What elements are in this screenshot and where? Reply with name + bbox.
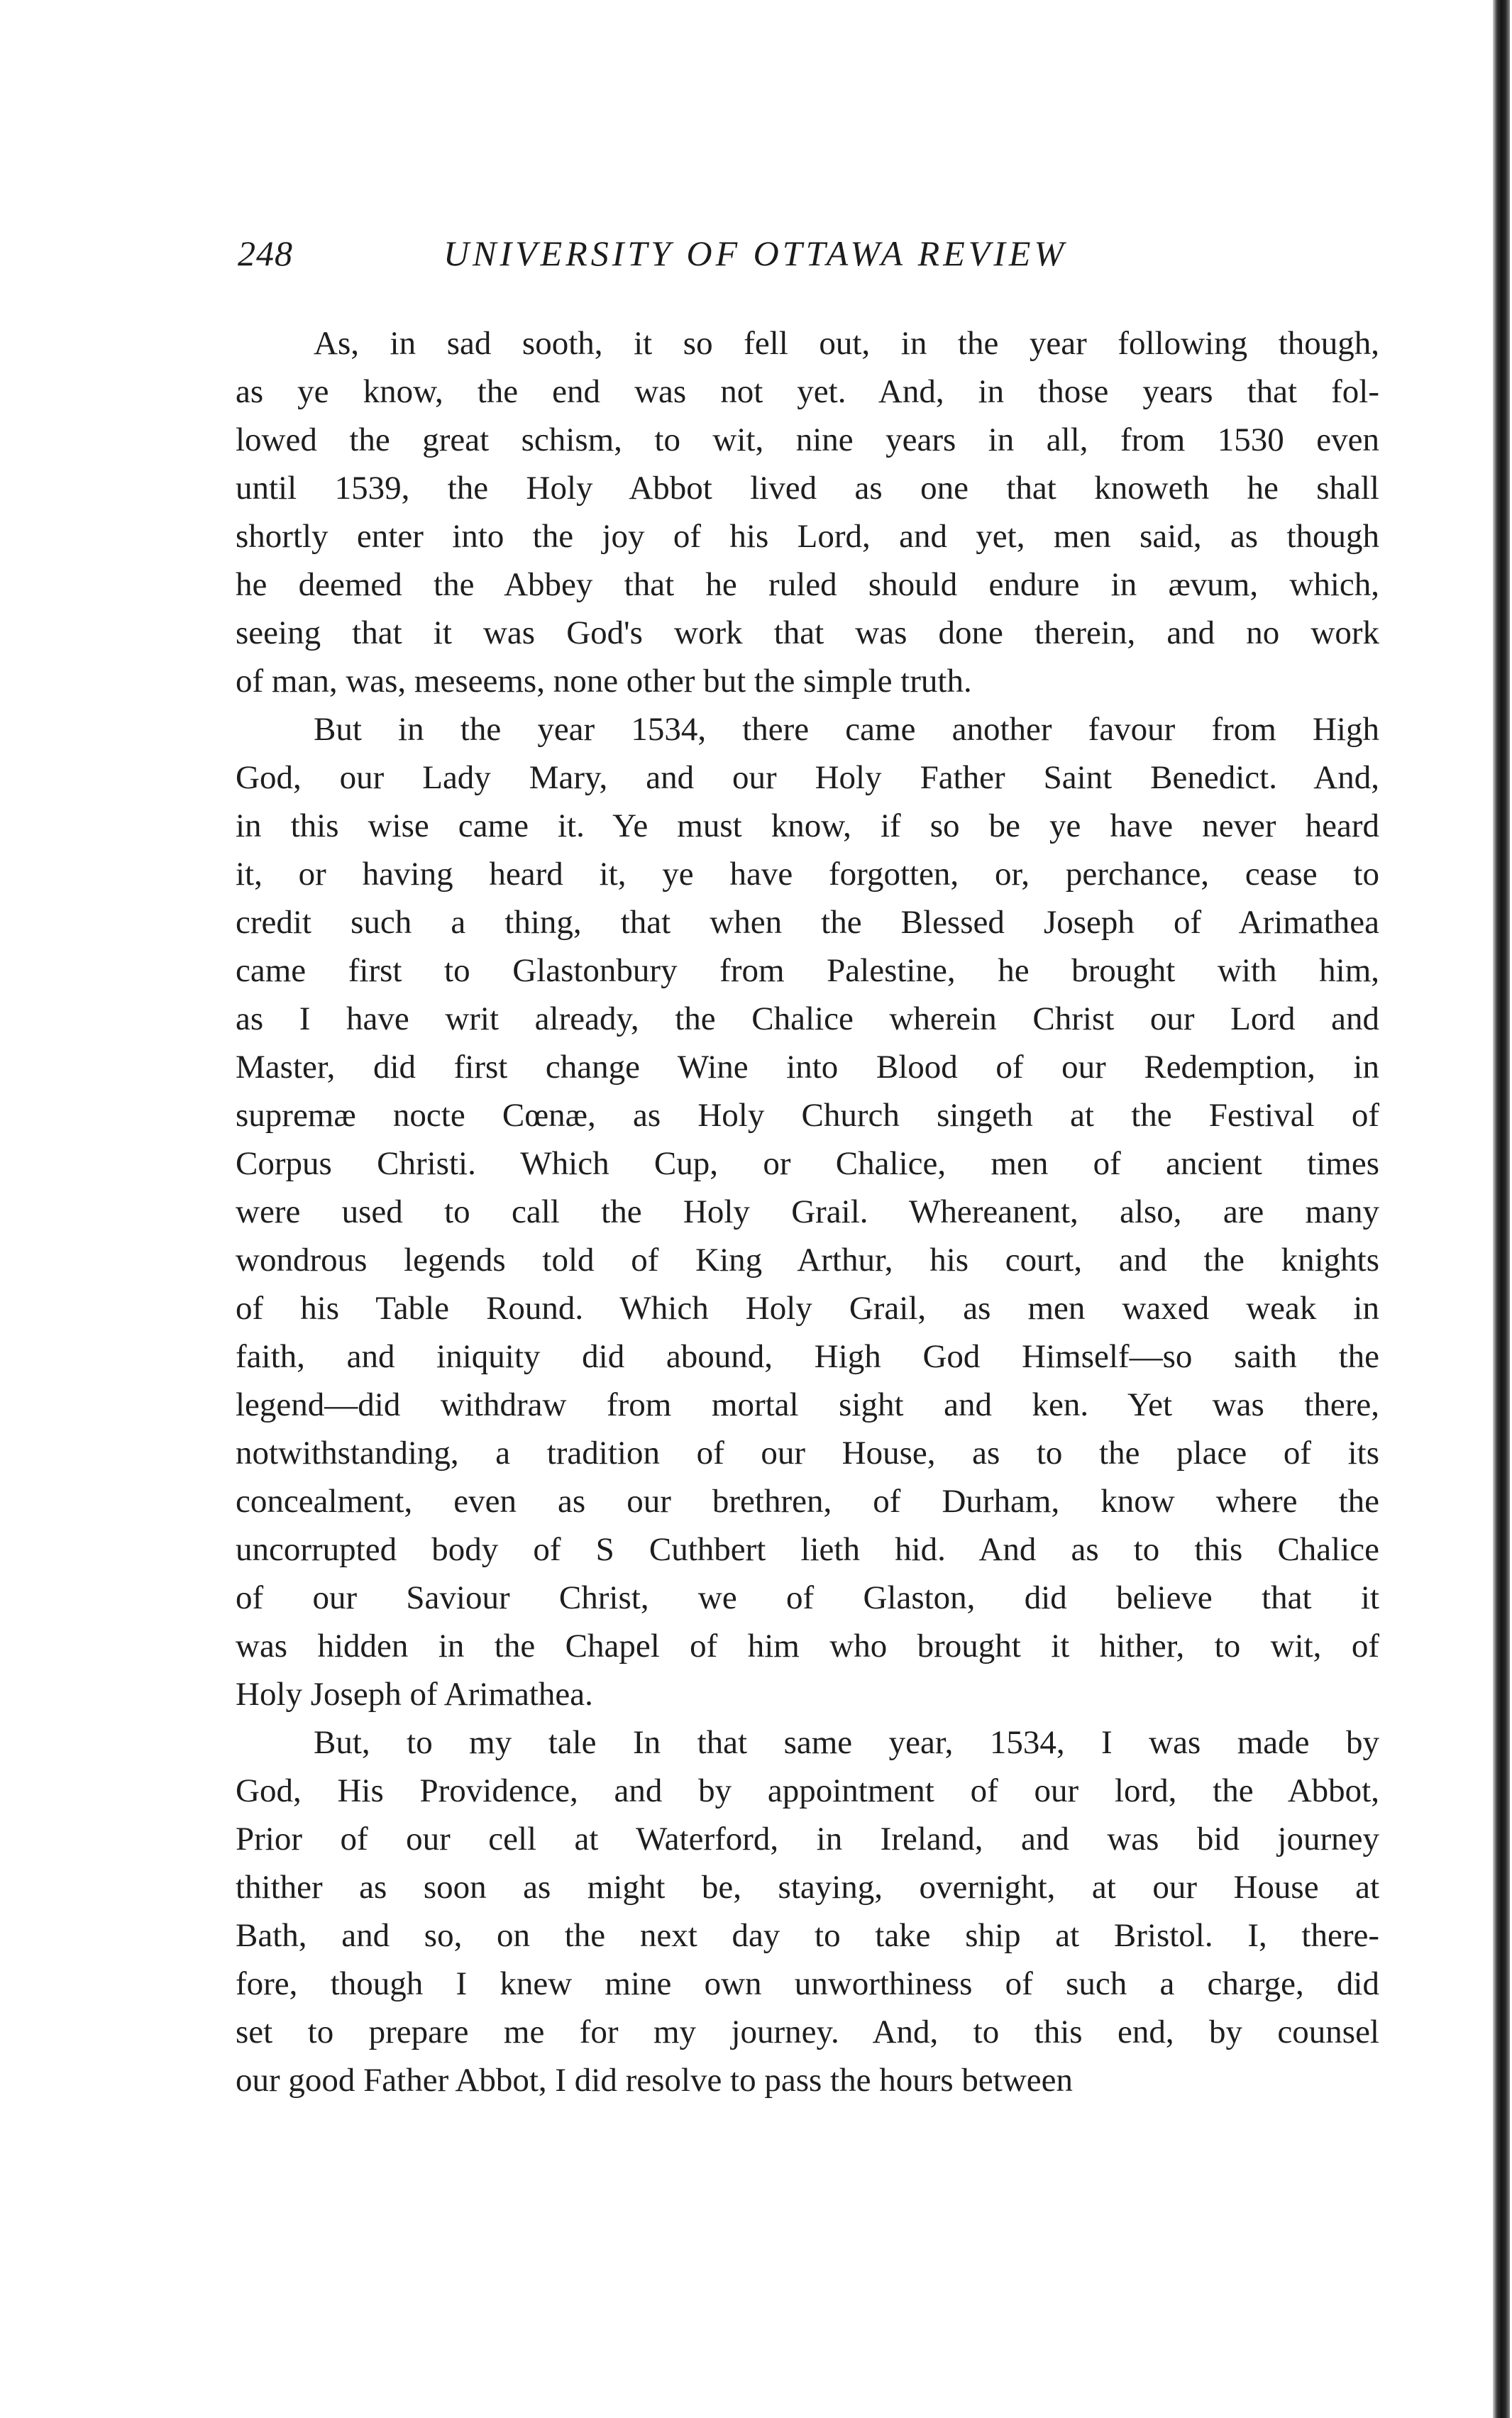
text-line: of our Saviour Christ, we of Glaston, did believe that it	[236, 1579, 1379, 1616]
text-line: fore, though I knew mine own unworthiness of such a charge, did	[236, 1965, 1379, 2002]
text-line: lowed the great schism, to wit, nine years in all, from 1530 even	[236, 421, 1379, 458]
text-line: came first to Glastonbury from Palestine, he brought with him,	[236, 952, 1379, 989]
text-line: as I have writ already, the Chalice wherein Christ our Lord and	[236, 1000, 1379, 1037]
text-line: uncorrupted body of S Cuthbert lieth hid. And as to this Chalice	[236, 1531, 1379, 1568]
running-title: UNIVERSITY OF OTTAWA REVIEW	[443, 233, 1068, 273]
text-line: Corpus Christi. Which Cup, or Chalice, men of ancient times	[236, 1145, 1379, 1182]
paragraph	[236, 1718, 1379, 2104]
text-line: in this wise came it. Ye must know, if so be ye have never heard	[236, 807, 1379, 844]
page-edge-border	[1493, 0, 1510, 2418]
text-line: Bath, and so, on the next day to take ship at Bristol. I, there-	[236, 1917, 1379, 1954]
text-line: Prior of our cell at Waterford, in Ireland, and was bid journey	[236, 1821, 1379, 1857]
text-line: was hidden in the Chapel of him who brought it hither, to wit, of	[236, 1628, 1379, 1665]
text-line: But, to my tale In that same year, 1534, I was made by	[314, 1724, 1379, 1761]
text-line: credit such a thing, that when the Blessed Joseph of Arimathea	[236, 904, 1379, 941]
page-header	[238, 226, 1217, 289]
page-number: 248	[238, 233, 293, 273]
text-line: he deemed the Abbey that he ruled should endure in ævum, which,	[236, 566, 1379, 603]
text-line: of man, was, meseems, none other but the simple truth.	[236, 663, 972, 700]
text-line: as ye know, the end was not yet. And, in those years that fol-	[236, 373, 1379, 410]
paragraph	[236, 705, 1379, 1718]
paragraph	[236, 319, 1379, 705]
text-line: wondrous legends told of King Arthur, his court, and the knights	[236, 1242, 1379, 1279]
body-text	[236, 319, 1379, 2104]
text-line: legend—did withdraw from mortal sight and ken. Yet was there,	[236, 1386, 1379, 1423]
text-line: our good Father Abbot, I did resolve to pass the hours between	[236, 2062, 1074, 2099]
text-line: But in the year 1534, there came another favour from High	[314, 711, 1379, 748]
text-line: faith, and iniquity did abound, High God Himself—so saith the	[236, 1338, 1379, 1375]
text-line: God, His Providence, and by appointment of our lord, the Abbot,	[236, 1772, 1379, 1809]
text-line: Master, did first change Wine into Blood of our Redemption, in	[236, 1049, 1379, 1086]
text-line: shortly enter into the joy of his Lord, and yet, men said, as though	[236, 518, 1379, 555]
text-line: notwithstanding, a tradition of our House, as to the place of its	[236, 1435, 1379, 1472]
text-line: As, in sad sooth, it so fell out, in the year following though,	[314, 325, 1379, 362]
text-line: were used to call the Holy Grail. Whereanent, also, are many	[236, 1193, 1379, 1230]
text-line: seeing that it was God's work that was done therein, and no work	[236, 614, 1379, 651]
text-line: God, our Lady Mary, and our Holy Father Saint Benedict. And,	[236, 759, 1379, 796]
text-line: concealment, even as our brethren, of Durham, know where the	[236, 1483, 1379, 1520]
text-line: Holy Joseph of Arimathea.	[236, 1676, 593, 1713]
text-line: of his Table Round. Which Holy Grail, as men waxed weak in	[236, 1290, 1379, 1327]
text-line: set to prepare me for my journey. And, to this end, by counsel	[236, 2014, 1379, 2050]
text-line: until 1539, the Holy Abbot lived as one that knoweth he shall	[236, 470, 1379, 507]
text-line: supremæ nocte Cœnæ, as Holy Church singeth at the Festival of	[236, 1097, 1379, 1134]
text-line: thither as soon as might be, staying, overnight, at our House at	[236, 1869, 1379, 1906]
text-line: it, or having heard it, ye have forgotten, or, perchance, cease to	[236, 856, 1379, 893]
